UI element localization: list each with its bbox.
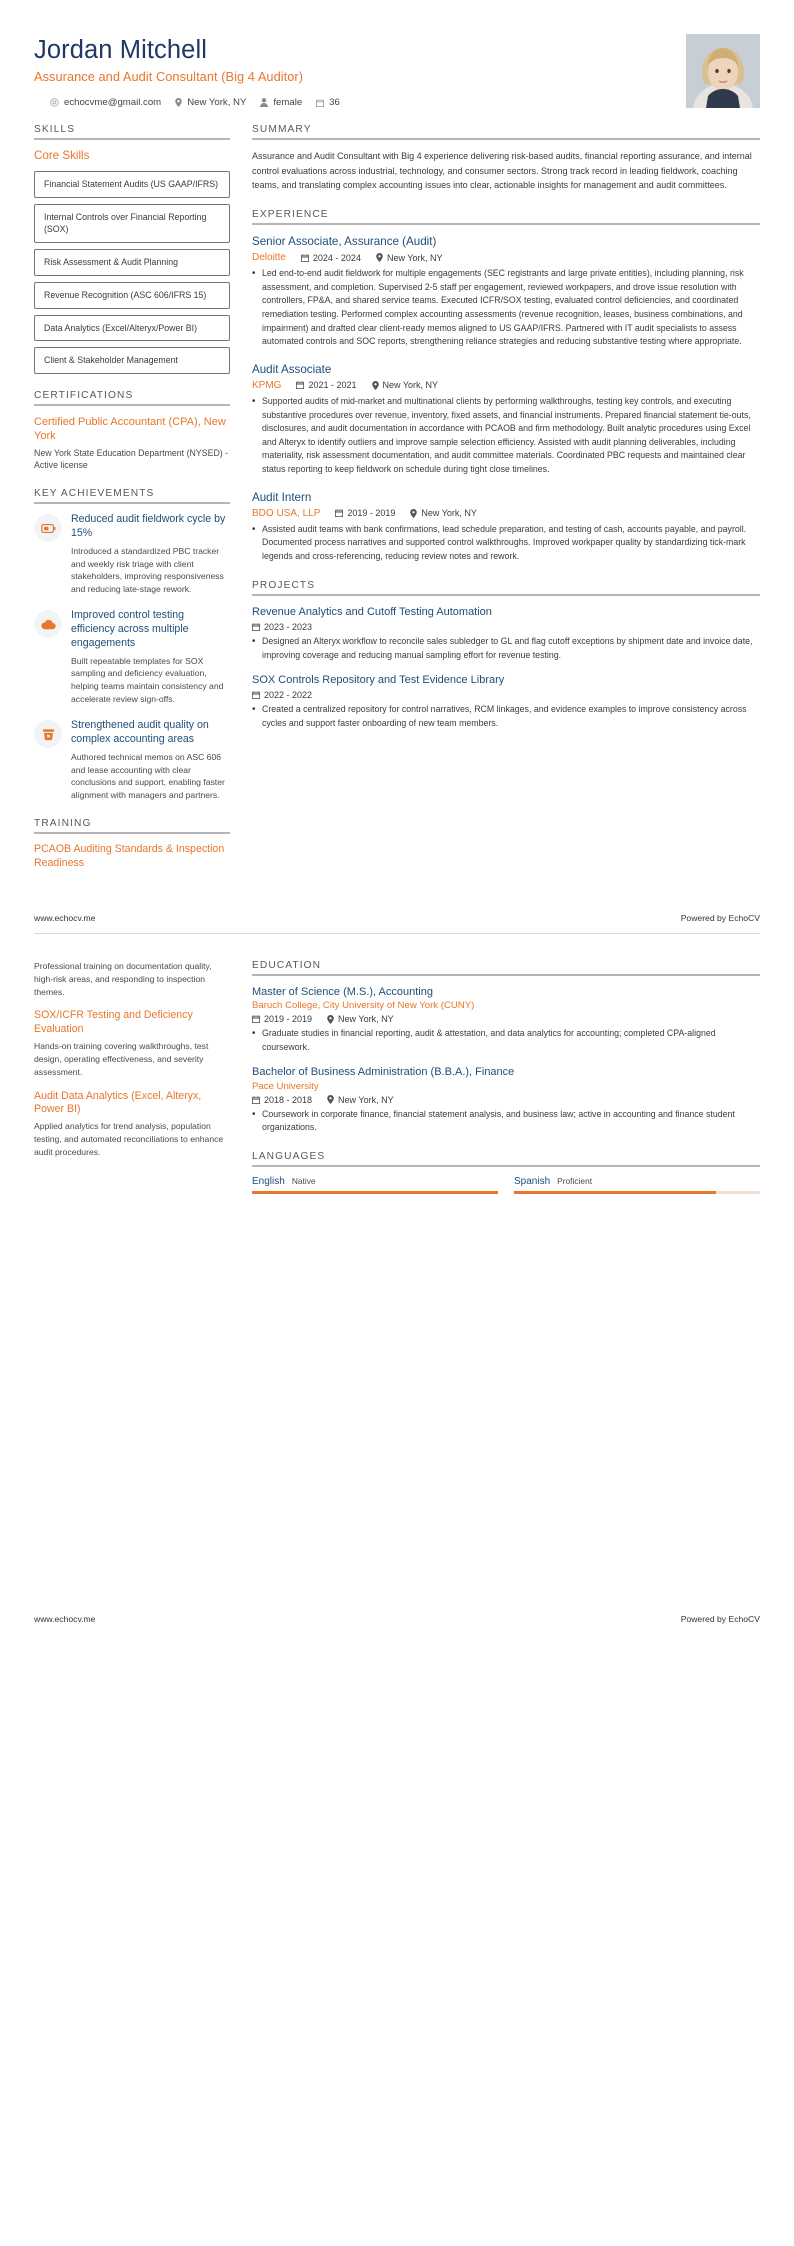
cloud-icon (34, 610, 62, 638)
email-icon (50, 98, 59, 107)
page-title: Jordan Mitchell (34, 36, 207, 64)
education-meta (252, 1014, 760, 1024)
body-columns-page2 (34, 960, 760, 1210)
header-left (34, 34, 340, 108)
contact-email (50, 97, 161, 108)
language-proficiency-bar (514, 1191, 760, 1194)
experience-item (252, 490, 760, 564)
education-bullets (252, 1027, 760, 1054)
experience-location (410, 508, 477, 518)
experience-company: Deloitte (252, 252, 286, 264)
divider (252, 138, 760, 140)
job-title: Assurance and Audit Consultant (Big 4 Auditor) (34, 69, 304, 85)
education-dates-value: 2019 - 2019 (264, 1014, 313, 1025)
divider (34, 404, 230, 406)
divider (34, 502, 230, 504)
experience-company: KPMG (252, 379, 282, 391)
location-pin-icon (327, 1095, 334, 1104)
divider (34, 138, 230, 140)
page-1 (0, 0, 794, 923)
experience-role: Audit Intern (252, 490, 312, 504)
project-bullets (252, 703, 760, 730)
bullet: • Graduate studies in financial reporting, audit & attestation, and data analytics for accounting; completed CPA-aligned coursework. (252, 1027, 760, 1054)
location-pin-icon (376, 253, 383, 262)
divider (252, 594, 760, 596)
language-name: Spanish (514, 1175, 551, 1187)
education-degree: Master of Science (M.S.), Accounting (252, 985, 433, 998)
education-dates (252, 1095, 312, 1105)
achievement-title: Reduced audit fieldwork cycle by 15% (71, 513, 226, 539)
page-footer-2 (0, 1614, 794, 1642)
experience-bullets (252, 267, 760, 349)
experience-item (252, 362, 760, 477)
experience-location (372, 380, 439, 390)
section-title-key-achievements: KEY ACHIEVEMENTS (34, 488, 155, 500)
achievement-item (34, 719, 230, 802)
calendar-icon (335, 509, 343, 517)
language-proficiency-fill (514, 1191, 716, 1194)
section-languages (252, 1151, 760, 1194)
section-title-training: TRAINING (34, 818, 92, 830)
education-degree: Bachelor of Business Administration (B.B.A.), Finance (252, 1066, 515, 1079)
calendar-icon (296, 381, 304, 389)
experience-dates-value: 2021 - 2021 (308, 380, 357, 391)
language-proficiency-fill (252, 1191, 498, 1194)
footer-url[interactable]: www.echocv.me (34, 1613, 96, 1624)
section-projects (252, 580, 760, 731)
experience-dates (296, 380, 356, 390)
education-school: Baruch College, City University of New York (CUNY) (252, 1000, 475, 1012)
body-columns (34, 124, 760, 886)
sidebar (34, 124, 230, 886)
experience-item (252, 234, 760, 349)
experience-meta (252, 508, 760, 519)
languages-list (252, 1176, 760, 1194)
section-skills (34, 124, 230, 374)
contact-gender-value: female (273, 97, 303, 109)
location-pin-icon (372, 381, 379, 390)
skill-chip: Financial Statement Audits (US GAAP/IFRS) (34, 171, 230, 198)
education-location (327, 1095, 394, 1105)
education-location-value: New York, NY (338, 1094, 394, 1105)
skill-chip: Revenue Recognition (ASC 606/IFRS 15) (34, 282, 230, 309)
project-item (252, 673, 760, 731)
location-pin-icon (410, 509, 417, 518)
education-item (252, 1065, 760, 1135)
language-item (252, 1176, 498, 1194)
skill-chip: Internal Controls over Financial Reporting (SOX) (34, 204, 230, 244)
bullet: • Supported audits of mid-market and multinational clients by performing walkthroughs, testing key controls, and executing substantive procedures over revenue, inventory, fixed assets, and financial instruments. Prepared financial statement tie-outs, disclosures, and audit documentation in accordance with PCAOB and firm methodology. Built analytic procedures using Excel and Alteryx to identify outliers and improve sample selection efficiency. Assisted with audit planning deliverables, including materiality, risk assessment documentation, and audit committee materials. Coordinated PBC requests and maintained clear status reporting to keep fieldwork on schedule during tight close timelines. (252, 395, 760, 477)
divider (252, 974, 760, 976)
experience-bullets (252, 523, 760, 564)
experience-meta (252, 252, 760, 263)
summary-text: Assurance and Audit Consultant with Big 4 experience delivering risk-based audits, financial reporting assurance, and internal control evaluations across industrial, technology, and consumer sectors. Strong track record in leading fieldwork, coaching teams, and translating complex accounting issues into clear, actionable insights for management and audit committees. (252, 151, 752, 191)
page-2 (0, 934, 794, 1210)
training-title: Audit Data Analytics (Excel, Alteryx, Power BI) (34, 1089, 202, 1116)
footer-powered-by: Powered by EchoCV (680, 1613, 760, 1624)
calendar-icon (252, 1015, 260, 1023)
section-certifications (34, 390, 230, 472)
education-item (252, 985, 760, 1055)
section-education (252, 960, 760, 1135)
education-location (327, 1014, 394, 1024)
language-level: Native (291, 1175, 316, 1186)
achievement-title: Strengthened audit quality on complex accounting areas (71, 719, 209, 745)
skills-group-label: Core Skills (34, 149, 90, 163)
project-dates-value: 2023 - 2023 (264, 621, 313, 632)
divider (252, 223, 760, 225)
certification-title: Certified Public Accountant (CPA), New York (34, 416, 226, 443)
battery-icon (34, 514, 62, 542)
language-item (514, 1176, 760, 1194)
contact-row (34, 97, 340, 108)
location-pin-icon (327, 1015, 334, 1024)
section-title-experience: EXPERIENCE (252, 209, 329, 221)
main-content-page2 (252, 960, 760, 1210)
bucket-icon (34, 720, 62, 748)
location-pin-icon (175, 98, 182, 107)
training-description: Hands-on training covering walkthroughs, test design, operating effectiveness, and severity assessment. (34, 1040, 209, 1077)
page-footer (34, 913, 760, 923)
resume-header (34, 34, 760, 114)
achievement-description: Authored technical memos on ASC 606 and lease accounting with clear conclusions and support, enabling faster alignment with managers and partners. (71, 751, 225, 801)
project-dates (252, 690, 760, 700)
training-description: Professional training on documentation quality, high-risk areas, and responding to inspection themes. (34, 960, 212, 997)
achievement-description: Introduced a standardized PBC tracker and weekly risk triage with client stakeholders, improving responsiveness and reducing late-stage rework. (71, 545, 224, 595)
section-key-achievements (34, 488, 230, 802)
section-title-summary: SUMMARY (252, 124, 312, 136)
contact-email-value: echocvme@gmail.com (64, 97, 162, 109)
bullet: • Created a centralized repository for control narratives, RCM linkages, and evidence examples to improve consistency across cycles and support faster onboarding of new team members. (252, 703, 760, 730)
experience-location (376, 253, 443, 263)
footer-url[interactable]: www.echocv.me (34, 912, 96, 923)
experience-dates-value: 2024 - 2024 (312, 252, 361, 263)
sidebar-page2 (34, 960, 230, 1170)
project-bullets (252, 635, 760, 662)
education-location-value: New York, NY (338, 1014, 394, 1025)
section-title-education: EDUCATION (252, 959, 322, 971)
education-dates-value: 2018 - 2018 (264, 1094, 313, 1105)
experience-role: Senior Associate, Assurance (Audit) (252, 235, 437, 249)
achievement-item (34, 609, 230, 706)
section-title-projects: PROJECTS (252, 579, 316, 591)
avatar (686, 34, 760, 108)
bullet: • Assisted audit teams with bank confirmations, lead schedule preparation, and testing of cash, accounts payable, and payroll. Documented process narratives and supported control walkthroughs. Improved workpaper quality by standardizing tick-mark legends and cross-referencing, reducing review notes and rework. (252, 523, 760, 564)
language-name: English (252, 1175, 285, 1187)
experience-location-value: New York, NY (386, 252, 443, 263)
project-item (252, 605, 760, 663)
bullet: • Led end-to-end audit fieldwork for multiple engagements (SEC registrants and large private entities), including planning, risk assessment, and completion. Supervised 2-5 staff per engagement, reviewed workpapers, and drove issue resolution with controllers, FP&A, and shared service teams. Executed ICFR/SOX testing, evaluated control deficiencies, and coordinated remediation testing. Performed complex accounting assessments (revenue recognition, leases, business combinations, and impairment) and drafted clear client-ready memos aligned to US GAAP/IFRS. Partnered with IT audit specialists to assess automated controls and SOC reports, strengthening reliance strategies and reducing substantive testing where appropriate. (252, 267, 760, 349)
education-school: Pace University (252, 1080, 319, 1092)
main-content (252, 124, 760, 746)
project-title: SOX Controls Repository and Test Evidence Library (252, 674, 505, 687)
training-title: PCAOB Auditing Standards & Inspection Readiness (34, 843, 225, 869)
experience-bullets (252, 395, 760, 477)
contact-location (175, 97, 246, 108)
calendar-icon (316, 99, 324, 107)
experience-dates-value: 2019 - 2019 (347, 508, 396, 519)
contact-location-value: New York, NY (187, 97, 247, 109)
bullet: • Coursework in corporate finance, financial statement analysis, and business law; active in accounting and finance student organizations. (252, 1108, 760, 1135)
section-title-skills: SKILLS (34, 124, 76, 136)
divider (252, 1165, 760, 1167)
contact-age (316, 97, 340, 108)
person-icon (260, 98, 268, 107)
section-summary (252, 124, 760, 193)
experience-dates (335, 508, 395, 518)
language-proficiency-bar (252, 1191, 498, 1194)
contact-age-value: 36 (329, 97, 340, 109)
training-description: Applied analytics for trend analysis, population testing, and automated reconciliations to enhance audit procedures. (34, 1121, 224, 1157)
footer-powered-by: Powered by EchoCV (680, 912, 760, 923)
certification-item (34, 415, 230, 472)
achievement-title: Improved control testing efficiency across multiple engagements (71, 609, 189, 649)
certification-issuer: New York State Education Department (NYSED) - Active license (34, 447, 229, 471)
education-dates (252, 1014, 312, 1024)
experience-meta (252, 380, 760, 391)
skill-chip: Risk Assessment & Audit Planning (34, 249, 230, 276)
calendar-icon (252, 1096, 260, 1104)
avatar-illustration (686, 34, 760, 108)
experience-location-value: New York, NY (382, 380, 439, 391)
calendar-icon (301, 254, 309, 262)
education-bullets (252, 1108, 760, 1135)
achievement-item (34, 513, 230, 596)
training-title: SOX/ICFR Testing and Deficiency Evaluation (34, 1009, 193, 1036)
experience-role: Audit Associate (252, 362, 332, 376)
language-level: Proficient (557, 1175, 593, 1186)
section-title-certifications: CERTIFICATIONS (34, 390, 134, 402)
section-experience (252, 209, 760, 564)
divider (34, 832, 230, 834)
calendar-icon (252, 623, 260, 631)
project-dates (252, 622, 760, 632)
skill-chip: Client & Stakeholder Management (34, 347, 230, 374)
calendar-icon (252, 691, 260, 699)
achievement-description: Built repeatable templates for SOX sampling and deficiency evaluation, helping teams maintain consistency and accelerate review sign-offs. (71, 655, 224, 705)
section-training (34, 818, 230, 871)
section-title-languages: LANGUAGES (252, 1150, 326, 1162)
skill-chip: Data Analytics (Excel/Alteryx/Power BI) (34, 315, 230, 342)
project-dates-value: 2022 - 2022 (264, 690, 313, 701)
contact-gender (260, 97, 302, 108)
bullet: • Designed an Alteryx workflow to reconcile sales subledger to GL and flag cutoff exceptions by shipment date and invoice date, improving coverage and reducing manual sampling effort for revenue testing. (252, 635, 760, 662)
experience-location-value: New York, NY (421, 508, 477, 519)
project-title: Revenue Analytics and Cutoff Testing Automation (252, 605, 492, 618)
experience-dates (301, 253, 361, 263)
education-meta (252, 1095, 760, 1105)
experience-company: BDO USA, LLP (252, 507, 321, 519)
